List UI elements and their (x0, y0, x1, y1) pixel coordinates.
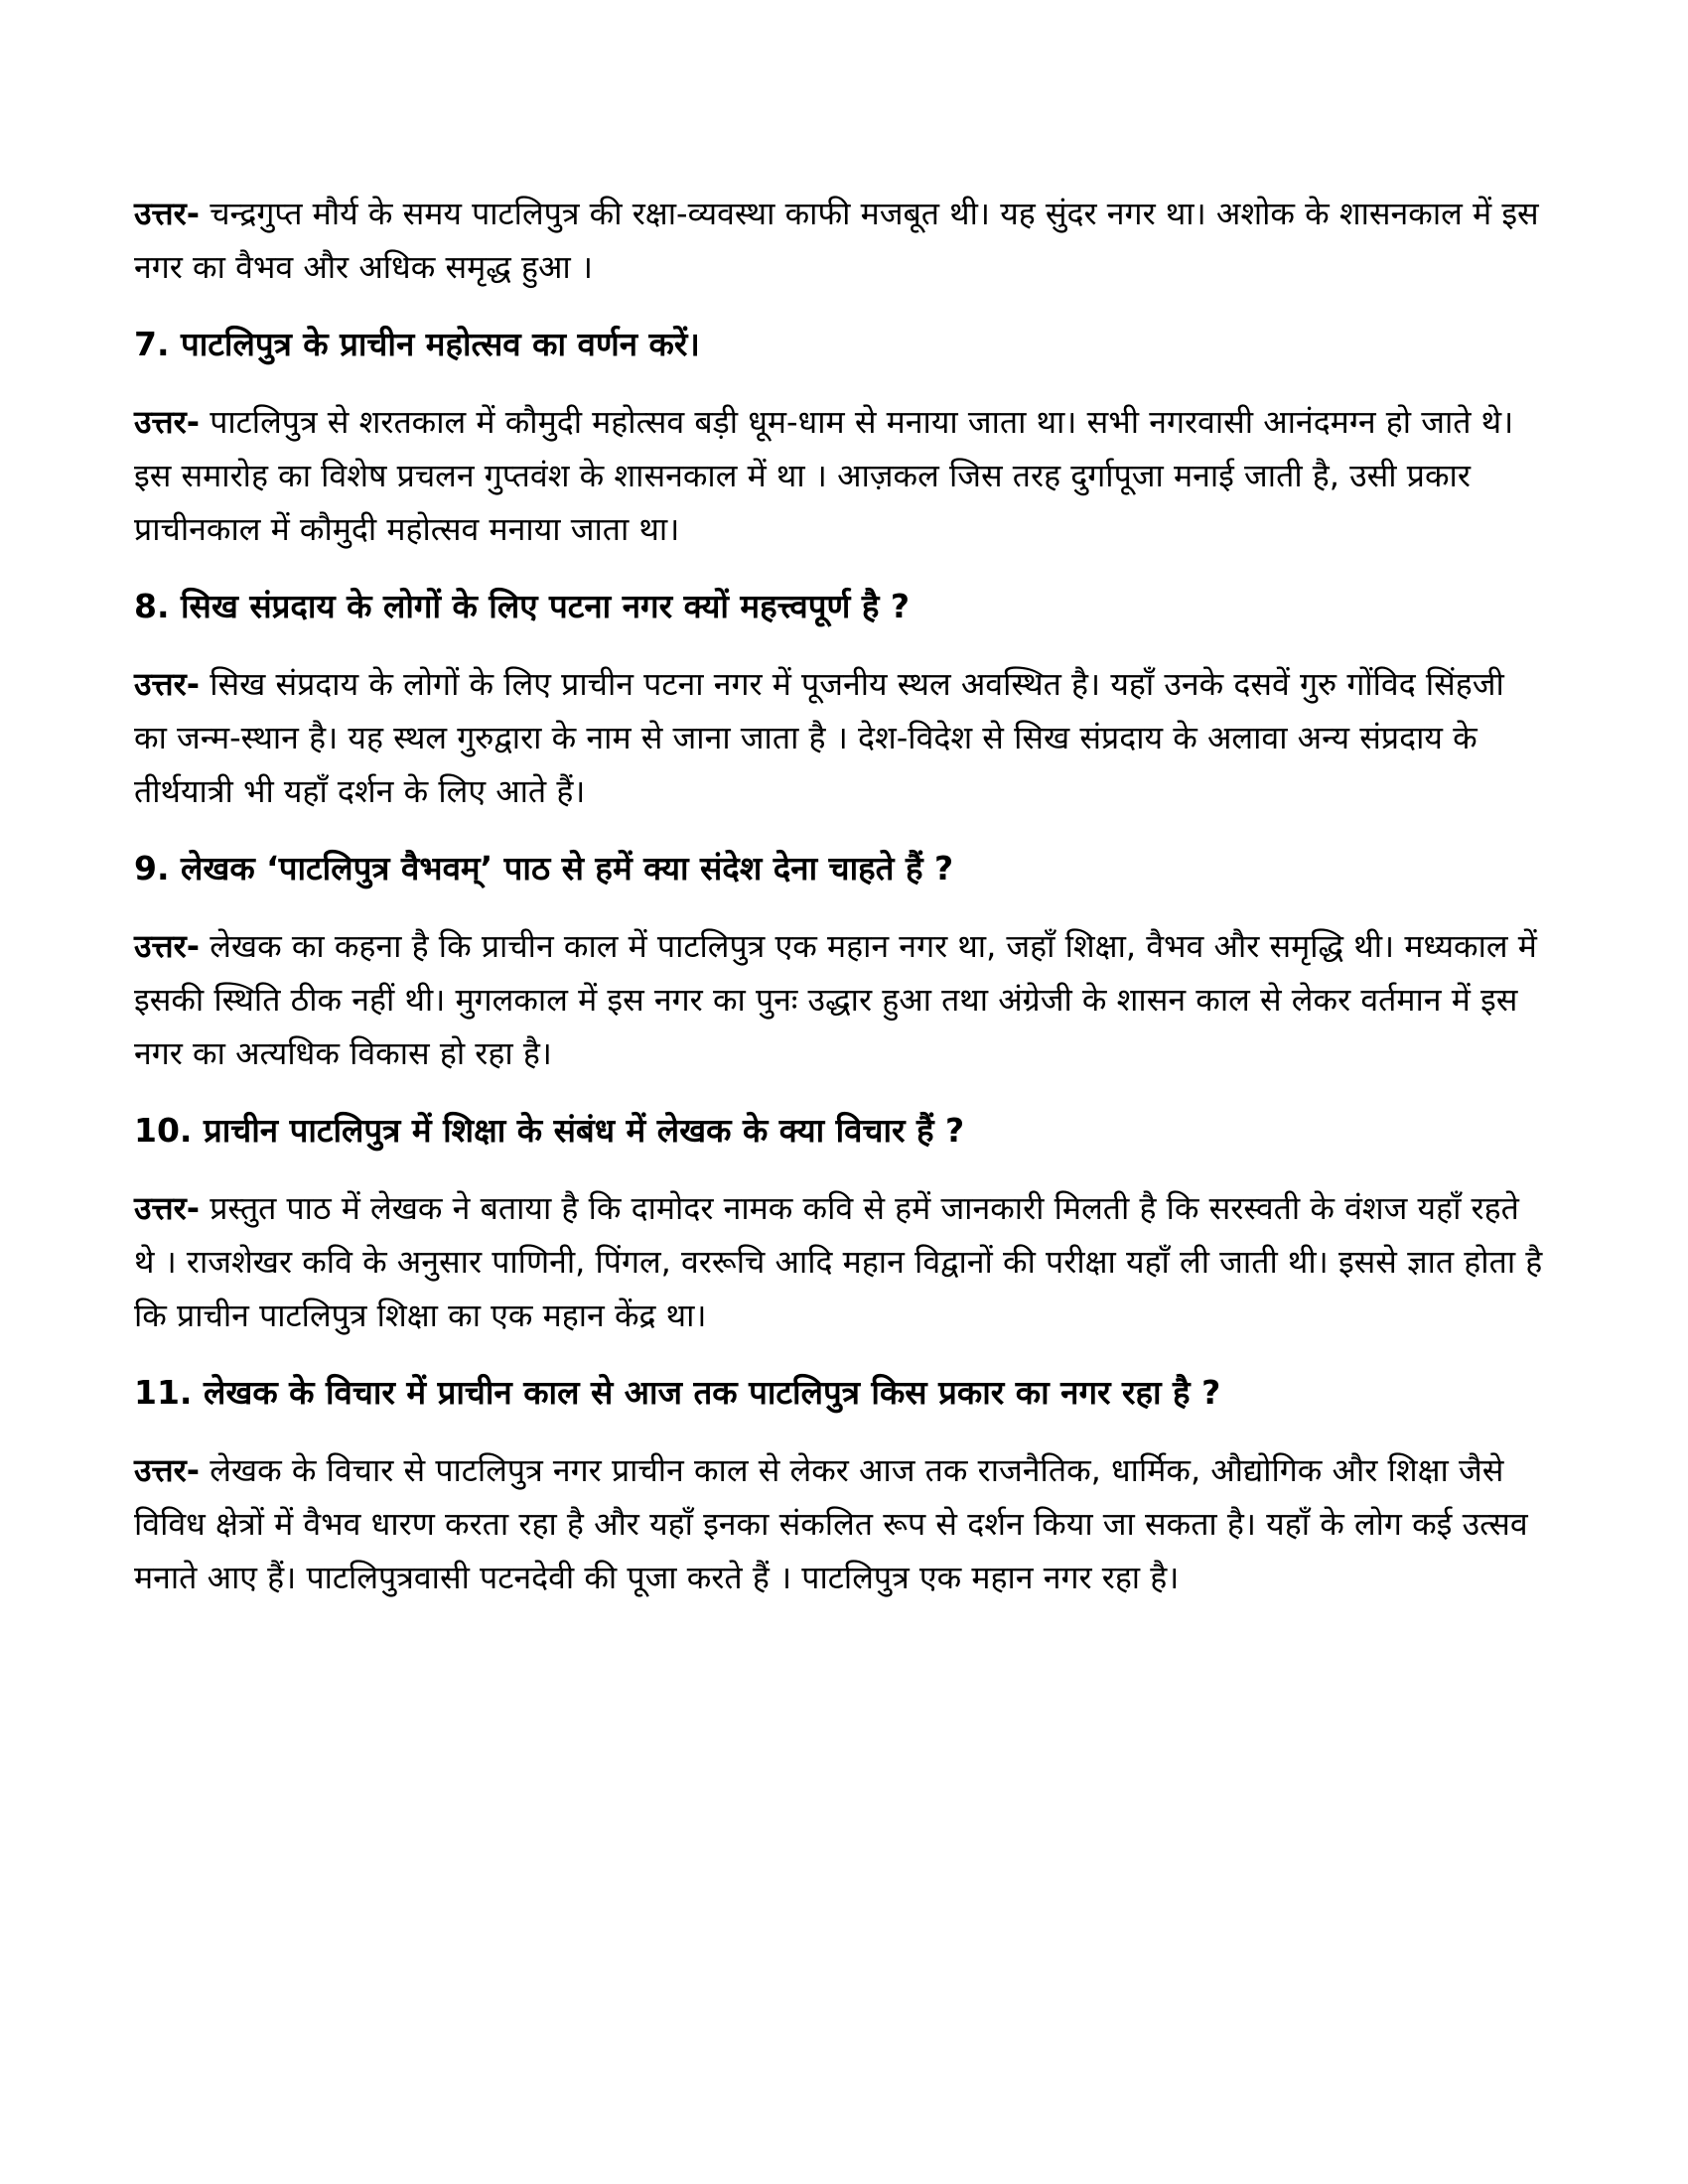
answer-label: उत्तर- (134, 1451, 201, 1489)
answer-text: सिख संप्रदाय के लोगों के लिए प्राचीन पटना नगर में पूजनीय स्थल अवस्थित है। यहाँ उनके दसवें गुरु गोंविद सिंहजी का जन्म-स्थान है। यह स्थल गुरुद्वारा के नाम से जाना जाता है । देश-विदेश से सिख संप्रदाय के अलावा अन्य संप्रदाय के तीर्थयात्री भी यहाँ दर्शन के लिए आते हैं। (134, 665, 1504, 810)
answer-text: चन्द्रगुप्त मौर्य के समय पाटलिपुत्र की रक्षा-व्यवस्था काफी मजबूत थी। यह सुंदर नगर था। अशोक के शासनकाल में इस नगर का वैभव और अधिक समृद्ध हुआ । (134, 195, 1539, 286)
question-heading-9: 9. लेखक ‘पाटलिपुत्र वैभवम्’ पाठ से हमें क्या संदेश देना चाहते हैं ? (134, 849, 954, 887)
answer-paragraph-11 (134, 1443, 1544, 1604)
answer-text: पाटलिपुत्र से शरतकाल में कौमुदी महोत्सव बड़ी धूम-धाम से मनाया जाता था। सभी नगरवासी आनंदमग्न हो जाते थे। इस समारोह का विशेष प्रचलन गुप्तवंश के शासनकाल में था । आज़कल जिस तरह दुर्गापूजा मनाई जाती है, उसी प्रकार प्राचीनकाल में कौमुदी महोत्सव मनाया जाता था। (134, 403, 1514, 548)
answer-text: लेखक का कहना है कि प्राचीन काल में पाटलिपुत्र एक महान नगर था, जहाँ शिक्षा, वैभव और समृद्धि थी। मध्यकाल में इसकी स्थिति ठीक नहीं थी। मुगलकाल में इस नगर का पुनः उद्धार हुआ तथा अंग्रेजी के शासन काल से लेकर वर्तमान में इस नगर का अत्यधिक विकास हो रहा है। (134, 927, 1537, 1072)
answer-text: लेखक के विचार से पाटलिपुत्र नगर प्राचीन काल से लेकर आज तक राजनैतिक, धार्मिक, औद्योगिक और शिक्षा जैसे विविध क्षेत्रों में वैभव धारण करता रहा है और यहाँ इनका संकलित रूप से दर्शन किया जा सकता है। यहाँ के लोग कई उत्सव मनाते आए हैं। पाटलिपुत्रवासी पटनदेवी की पूजा करते हैं । पाटलिपुत्र एक महान नगर रहा है। (134, 1451, 1528, 1596)
answer-label: उत्तर- (134, 195, 201, 232)
answer-paragraph-10 (134, 1181, 1544, 1342)
question-heading-8: 8. सिख संप्रदाय के लोगों के लिए पटना नगर क्यों महत्त्वपूर्ण है ? (134, 587, 910, 625)
answer-label: उत्तर- (134, 665, 201, 703)
question-heading-7: 7. पाटलिपुत्र के प्राचीन महोत्सव का वर्णन करें। (134, 325, 700, 363)
question-heading-11: 11. लेखक के विचार में प्राचीन काल से आज तक पाटलिपुत्र किस प्रकार का नगर रहा है ? (134, 1373, 1221, 1412)
answer-paragraph-7 (134, 395, 1544, 556)
question-heading-10: 10. प्राचीन पाटलिपुत्र में शिक्षा के संबंध में लेखक के क्या विचार हैं ? (134, 1111, 965, 1150)
answer-paragraph-8 (134, 657, 1544, 818)
answer-paragraph-9 (134, 919, 1544, 1080)
answer-label: उत्तर- (134, 1189, 201, 1227)
answer-paragraph-6 (134, 187, 1544, 294)
answer-text: प्रस्तुत पाठ में लेखक ने बताया है कि दामोदर नामक कवि से हमें जानकारी मिलती है कि सरस्वती के वंशज यहाँ रहते थे । राजशेखर कवि के अनुसार पाणिनी, पिंगल, वररूचि आदि महान विद्वानों की परीक्षा यहाँ ली जाती थी। इससे ज्ञात होता है कि प्राचीन पाटलिपुत्र शिक्षा का एक महान केंद्र था। (134, 1189, 1543, 1334)
document-body (134, 187, 1544, 1604)
answer-label: उत्तर- (134, 403, 201, 441)
answer-label: उत्तर- (134, 927, 201, 965)
